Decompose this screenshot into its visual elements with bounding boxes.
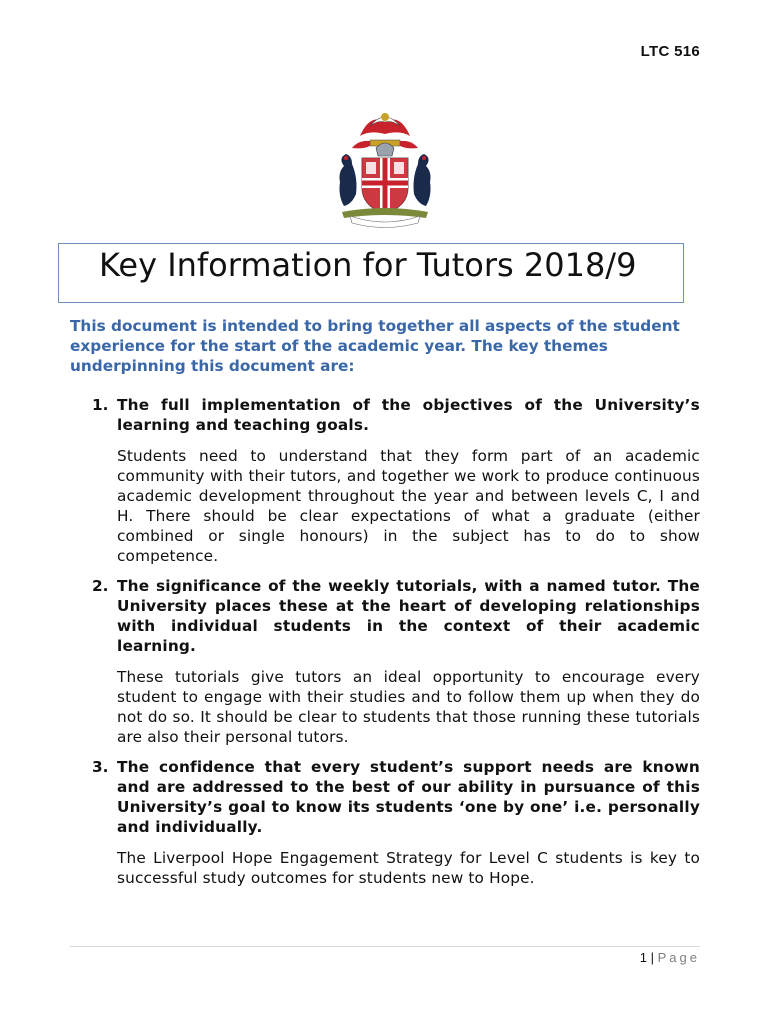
item-number: 2. [92,577,109,595]
page-label: Page [657,950,700,965]
item-heading: The significance of the weekly tutorials, with a named tutor. The University places these at the heart of developing relationships with individual students in the context of their academic learning. [117,577,700,655]
key-themes-list [70,395,700,898]
footer-divider [70,946,700,947]
coat-of-arms-icon [330,108,440,228]
item-body: These tutorials give tutors an ideal opportunity to encourage every student to engage with their studies and to follow them up when they do not do so. It should be clear to students that those running these tutorials are also their personal tutors. [117,668,700,746]
document-title: Key Information for Tutors 2018/9 [99,246,637,284]
intro-paragraph: This document is intended to bring together all aspects of the student experience for the start of the academic year. The key themes underpinning this document are: [70,317,680,375]
item-body: The Liverpool Hope Engagement Strategy for Level C students is key to successful study outcomes for students new to Hope. [117,849,700,887]
item-number: 1. [92,396,109,414]
list-item [70,757,700,888]
list-item [70,395,700,566]
item-number: 3. [92,758,109,776]
page-footer [640,950,700,965]
item-heading: The full implementation of the objectives of the University’s learning and teaching goals. [117,396,700,434]
item-heading: The confidence that every student’s support needs are known and are addressed to the best of our ability in pursuance of this University’s goal to know its students ‘one by one’ i.e. personally and individually. [117,758,700,836]
page-number: 1 [639,950,647,965]
item-body: Students need to understand that they form part of an academic community with their tutors, and together we work to produce continuous academic development throughout the year and between levels C, I and H. There should be clear expectations of what a graduate (either combined or single honours) in the subject has to do to show competence. [117,447,700,565]
title-box [58,243,684,303]
list-item [70,576,700,747]
footer-separator: | [650,950,654,965]
document-reference: LTC 516 [640,43,700,60]
